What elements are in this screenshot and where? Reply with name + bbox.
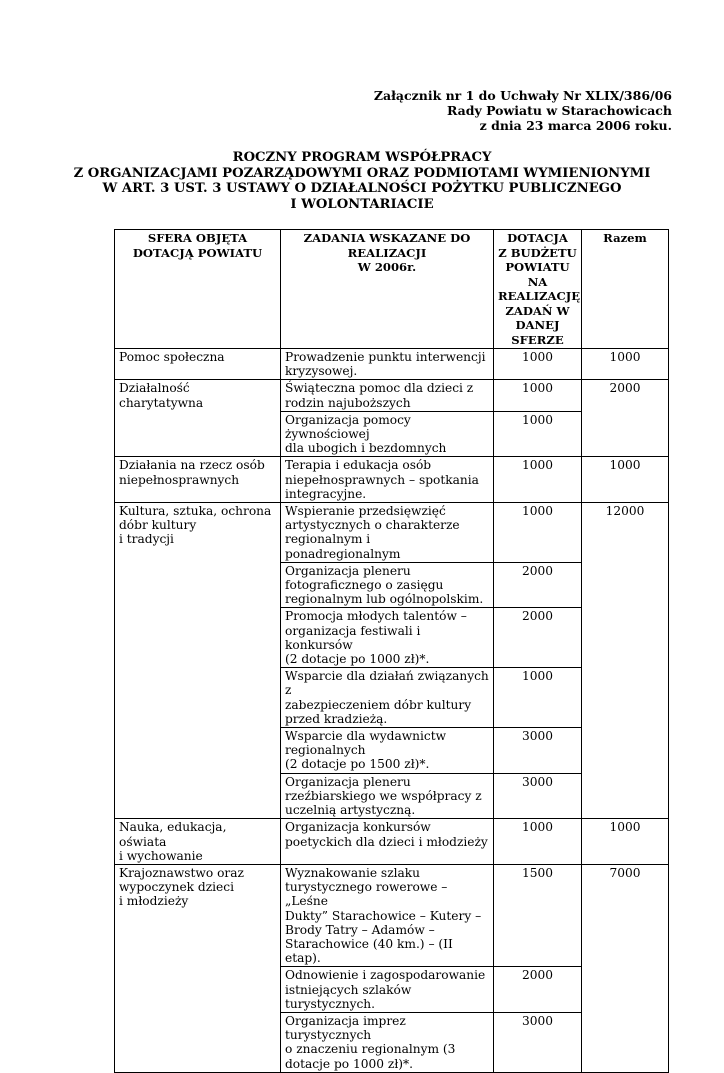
header-text: DOTACJĄ POWIATU xyxy=(132,245,263,260)
header-line: z dnia 23 marca 2006 roku. xyxy=(479,118,672,133)
task-cell xyxy=(281,349,494,380)
task-text: niepełnosprawnych – spotkania xyxy=(285,472,479,487)
header-text: DANEJ xyxy=(515,318,560,332)
sphere-text: i wychowanie xyxy=(119,848,203,863)
task-cell xyxy=(281,411,494,457)
sphere-cell xyxy=(115,457,281,503)
sphere-cell xyxy=(115,503,281,819)
sphere-text: dóbr kultury xyxy=(119,518,197,533)
task-text: (2 dotacje po 1000 zł)*. xyxy=(285,652,430,667)
task-text: artystycznych o charakterze xyxy=(285,518,460,533)
task-cell xyxy=(281,457,494,503)
task-text: Wspieranie przedsięwzięć xyxy=(285,504,446,519)
table-row xyxy=(115,819,669,865)
header-total: Razem xyxy=(582,230,669,349)
task-cell xyxy=(281,819,494,865)
header-text: REALIZACJI xyxy=(347,245,427,260)
grant-amount: 1500 xyxy=(494,864,582,966)
task-text: Wsparcie dla działań związanych z xyxy=(285,669,489,698)
total-amount: 7000 xyxy=(582,864,669,1072)
table-row xyxy=(115,380,669,411)
task-text: Odnowienie i zagospodarowanie xyxy=(285,968,486,983)
sphere-text: niepełnosprawnych xyxy=(119,472,240,487)
grant-amount: 1000 xyxy=(494,819,582,865)
table-row xyxy=(115,503,669,563)
task-text: Wsparcie dla wydawnictw xyxy=(285,729,447,744)
grant-amount: 1000 xyxy=(494,349,582,380)
grant-amount: 2000 xyxy=(494,562,582,608)
grant-amount: 3000 xyxy=(494,728,582,774)
task-cell xyxy=(281,773,494,819)
sphere-cell xyxy=(115,819,281,865)
task-text: fotograficznego o zasięgu xyxy=(285,578,444,593)
grant-amount: 3000 xyxy=(494,1012,582,1072)
task-text: Wyznakowanie szlaku xyxy=(285,865,421,880)
task-text: Brody Tatry – Adamów – xyxy=(285,922,435,937)
header-text: POWIATU NA xyxy=(505,260,570,289)
task-text: Organizacja pomocy żywnościowej xyxy=(285,412,411,442)
grant-amount: 1000 xyxy=(494,380,582,411)
header-text: ZADAŃ W xyxy=(505,303,570,318)
task-cell xyxy=(281,668,494,728)
table-body xyxy=(115,349,669,1073)
total-amount: 12000 xyxy=(582,503,669,819)
task-text: turystycznego rowerowe – „Leśne xyxy=(285,880,448,909)
task-text: regionalnych xyxy=(285,743,366,758)
task-text: Organizacja pleneru xyxy=(285,774,411,789)
total-amount: 2000 xyxy=(582,380,669,457)
header-tasks xyxy=(281,230,494,349)
task-text: dla ubogich i bezdomnych xyxy=(285,441,447,456)
task-text: integracyjne. xyxy=(285,486,367,501)
total-amount: 1000 xyxy=(582,457,669,503)
sphere-cell xyxy=(115,380,281,457)
task-text: poetyckich dla dzieci i młodzieży xyxy=(285,834,488,849)
task-text: rodzin najuboższych xyxy=(285,395,411,410)
task-text: o znaczeniu regionalnym (3 xyxy=(285,1042,456,1057)
sphere-text: i młodzieży xyxy=(119,894,189,909)
task-cell xyxy=(281,562,494,608)
sphere-text: Działania na rzecz osób xyxy=(119,458,265,473)
grant-amount: 1000 xyxy=(494,411,582,457)
header-text: DOTACJA xyxy=(507,231,568,245)
task-text: Dukty” Starachowice – Kutery – xyxy=(285,908,482,923)
header-grant xyxy=(494,230,582,349)
grant-amount: 3000 xyxy=(494,773,582,819)
task-text: Starachowice (40 km.) – (II etap). xyxy=(285,936,453,966)
header-text: REALIZACJĘ xyxy=(498,289,581,303)
grant-amount: 1000 xyxy=(494,503,582,563)
total-amount: 1000 xyxy=(582,349,669,380)
task-cell xyxy=(281,728,494,774)
sphere-text: Nauka, edukacja, oświata xyxy=(119,820,227,849)
document-title xyxy=(0,150,724,212)
task-text: dotacje po 1000 zł)*. xyxy=(285,1056,413,1071)
task-text: Promocja młodych talentów – xyxy=(285,609,467,624)
task-text: Prowadzenie punktu interwencji xyxy=(285,350,486,364)
sphere-text: Kultura, sztuka, ochrona xyxy=(119,504,272,519)
header-line: Załącznik nr 1 do Uchwały Nr XLIX/386/06 xyxy=(373,88,672,103)
header-text: Z BUDŻETU xyxy=(498,245,577,260)
task-cell xyxy=(281,380,494,411)
task-text: turystycznych. xyxy=(285,996,376,1011)
table-row xyxy=(115,457,669,503)
task-text: uczelnią artystyczną. xyxy=(285,803,416,818)
task-text: Organizacja imprez turystycznych xyxy=(285,1013,406,1043)
task-text: istniejących szlaków xyxy=(285,982,412,997)
grant-amount: 2000 xyxy=(494,967,582,1013)
task-text: rzeźbiarskiego we współpracy z xyxy=(285,788,482,803)
sphere-cell xyxy=(115,349,281,380)
sphere-text: Krajoznawstwo oraz xyxy=(119,865,244,880)
header-text: ZADANIA WSKAZANE DO xyxy=(303,231,471,245)
task-text: zabezpieczeniem dóbr kultury xyxy=(285,697,472,712)
header-sphere xyxy=(115,230,281,349)
grant-amount: 1000 xyxy=(494,457,582,503)
task-cell xyxy=(281,1012,494,1072)
sphere-text: Pomoc społeczna xyxy=(119,350,225,364)
table-row xyxy=(115,349,669,380)
task-text: Świąteczna pomoc dla dzieci z xyxy=(285,381,474,396)
title-line: I WOLONTARIACIE xyxy=(290,196,434,212)
task-cell xyxy=(281,864,494,966)
sphere-cell xyxy=(115,864,281,1072)
program-table xyxy=(114,229,669,1073)
header-text: W 2006r. xyxy=(357,260,417,274)
task-text: przed kradzieżą. xyxy=(285,711,388,726)
task-cell xyxy=(281,503,494,563)
title-line: ROCZNY PROGRAM WSPÓŁPRACY xyxy=(232,150,492,165)
header-text: SFERA OBJĘTA xyxy=(147,231,248,245)
task-text: Organizacja konkursów xyxy=(285,820,431,835)
task-text: (2 dotacje po 1500 zł)*. xyxy=(285,757,430,772)
grant-amount: 1000 xyxy=(494,668,582,728)
task-text: Organizacja pleneru xyxy=(285,563,411,578)
header-line: Rady Powiatu w Starachowicach xyxy=(446,103,672,118)
task-text: kryzysowej. xyxy=(285,364,358,379)
table-header-row xyxy=(115,230,669,349)
sphere-text: i tradycji xyxy=(119,532,174,547)
grant-amount: 2000 xyxy=(494,608,582,668)
title-line: W ART. 3 UST. 3 USTAWY O DZIAŁALNOŚCI POŻYTKU PUBLICZNEGO xyxy=(102,181,622,196)
task-text: regionalnym lub ogólnopolskim. xyxy=(285,592,484,607)
attachment-header xyxy=(374,88,672,133)
total-amount: 1000 xyxy=(582,819,669,865)
task-cell xyxy=(281,967,494,1013)
table-row xyxy=(115,864,669,966)
sphere-text: Działalność charytatywna xyxy=(119,381,204,410)
task-text: regionalnym i ponadregionalnym xyxy=(285,532,401,561)
task-text: Terapia i edukacja osób xyxy=(285,458,432,473)
title-line: Z ORGANIZACJAMI POZARZĄDOWYMI ORAZ PODMIOTAMI WYMIENIONYMI xyxy=(73,165,651,181)
header-text: SFERZE xyxy=(511,332,564,347)
task-text: organizacja festiwali i konkursów xyxy=(285,623,421,652)
sphere-text: wypoczynek dzieci xyxy=(119,880,234,895)
task-cell xyxy=(281,608,494,668)
